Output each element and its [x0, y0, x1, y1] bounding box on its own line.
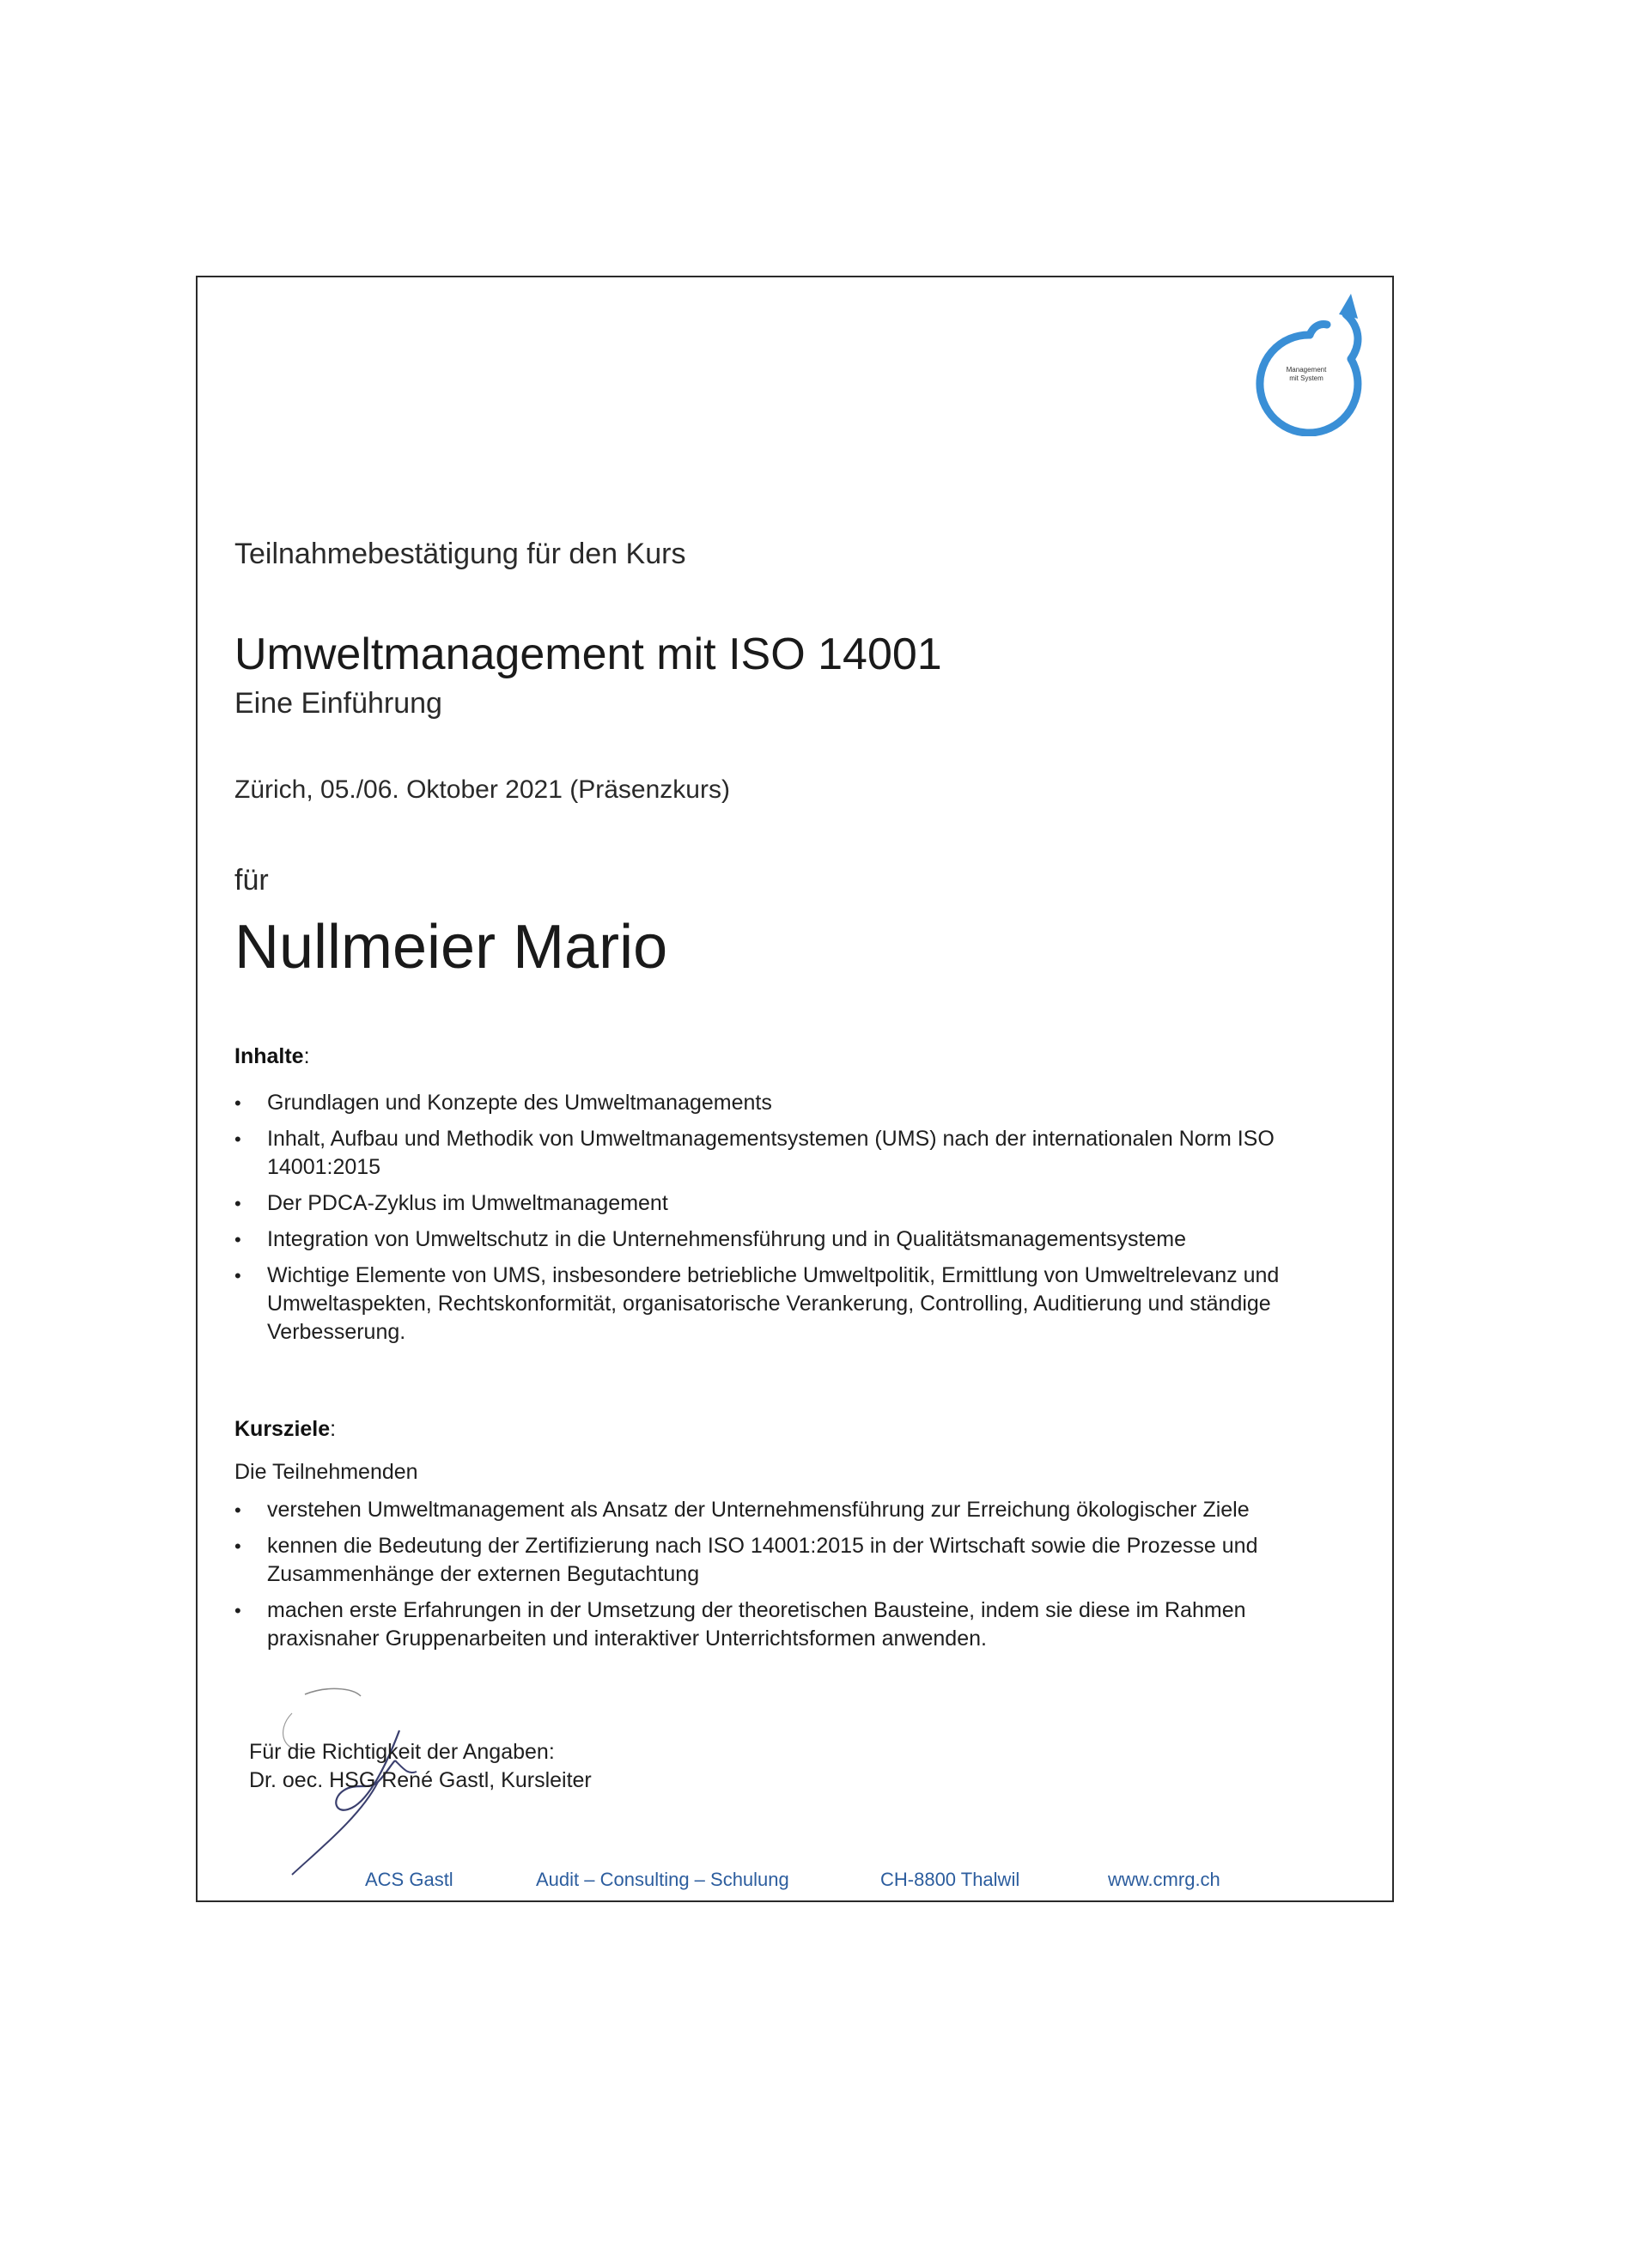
management-mit-system-logo-icon: [1250, 290, 1370, 436]
list-item: • Wichtige Elemente von UMS, insbesondere betriebliche Umweltpolitik, Ermittlung von Umweltrelevanz und Umweltaspekten, Rechtskonformität, organisatorische Verankerung, Controlling, Auditierung und ständige Verbesserung.: [234, 1262, 1317, 1347]
kursziele-heading-text: Kursziele: [234, 1417, 331, 1441]
for-label: für: [234, 864, 269, 897]
certificate-intro: Teilnahmebestätigung für den Kurs: [234, 538, 686, 570]
logo-line-1: Management: [1286, 366, 1327, 374]
kursziele-heading: [234, 1417, 336, 1442]
footer-services: Audit – Consulting – Schulung: [536, 1869, 789, 1890]
list-item: • Integration von Umweltschutz in die Unternehmensführung und in Qualitätsmanagementsysteme: [234, 1225, 1317, 1254]
list-item: • Der PDCA-Zyklus im Umweltmanagement: [234, 1189, 1317, 1218]
footer-company: ACS Gastl: [365, 1869, 453, 1890]
list-item: • verstehen Umweltmanagement als Ansatz der Unternehmensführung zur Erreichung ökologischer Ziele: [234, 1496, 1317, 1524]
kursziele-intro: Die Teilnehmenden: [234, 1460, 418, 1484]
signature-line-2: Dr. oec. HSG René Gastl, Kursleiter: [249, 1768, 592, 1792]
inhalte-list: [234, 1089, 1317, 1354]
list-item: • machen erste Erfahrungen in der Umsetzung der theoretischen Bausteine, indem sie diese im Rahmen praxisnaher Gruppenarbeiten und interaktiver Unterrichtsformen anwenden.: [234, 1596, 1317, 1653]
course-subtitle: Eine Einführung: [234, 687, 442, 720]
inhalte-heading-text: Inhalte: [234, 1044, 304, 1068]
list-item: • Inhalt, Aufbau und Methodik von Umweltmanagementsystemen (UMS) nach der internationalen Norm ISO 14001:2015: [234, 1125, 1317, 1182]
list-item: • Grundlagen und Konzepte des Umweltmanagements: [234, 1089, 1317, 1117]
logo-text: [1267, 366, 1346, 383]
inhalte-heading-colon: :: [303, 1044, 310, 1068]
participant-name: Nullmeier Mario: [234, 913, 668, 982]
signature-line-1: Für die Richtigkeit der Angaben:: [249, 1740, 555, 1764]
inhalte-heading: [234, 1044, 310, 1069]
signature-block: [249, 1738, 592, 1795]
list-item: • kennen die Bedeutung der Zertifizierung nach ISO 14001:2015 in der Wirtschaft sowie die Prozesse und Zusammenhänge der externen Begutachtung: [234, 1532, 1317, 1589]
logo-line-2: mit System: [1289, 374, 1323, 382]
footer-address: CH-8800 Thalwil: [880, 1869, 1020, 1890]
kursziele-heading-colon: :: [330, 1417, 337, 1441]
course-title: Umweltmanagement mit ISO 14001: [234, 629, 942, 679]
kursziele-list: [234, 1496, 1317, 1661]
course-date-location: Zürich, 05./06. Oktober 2021 (Präsenzkurs): [234, 775, 730, 804]
footer-website-link[interactable]: www.cmrg.ch: [1108, 1869, 1220, 1890]
